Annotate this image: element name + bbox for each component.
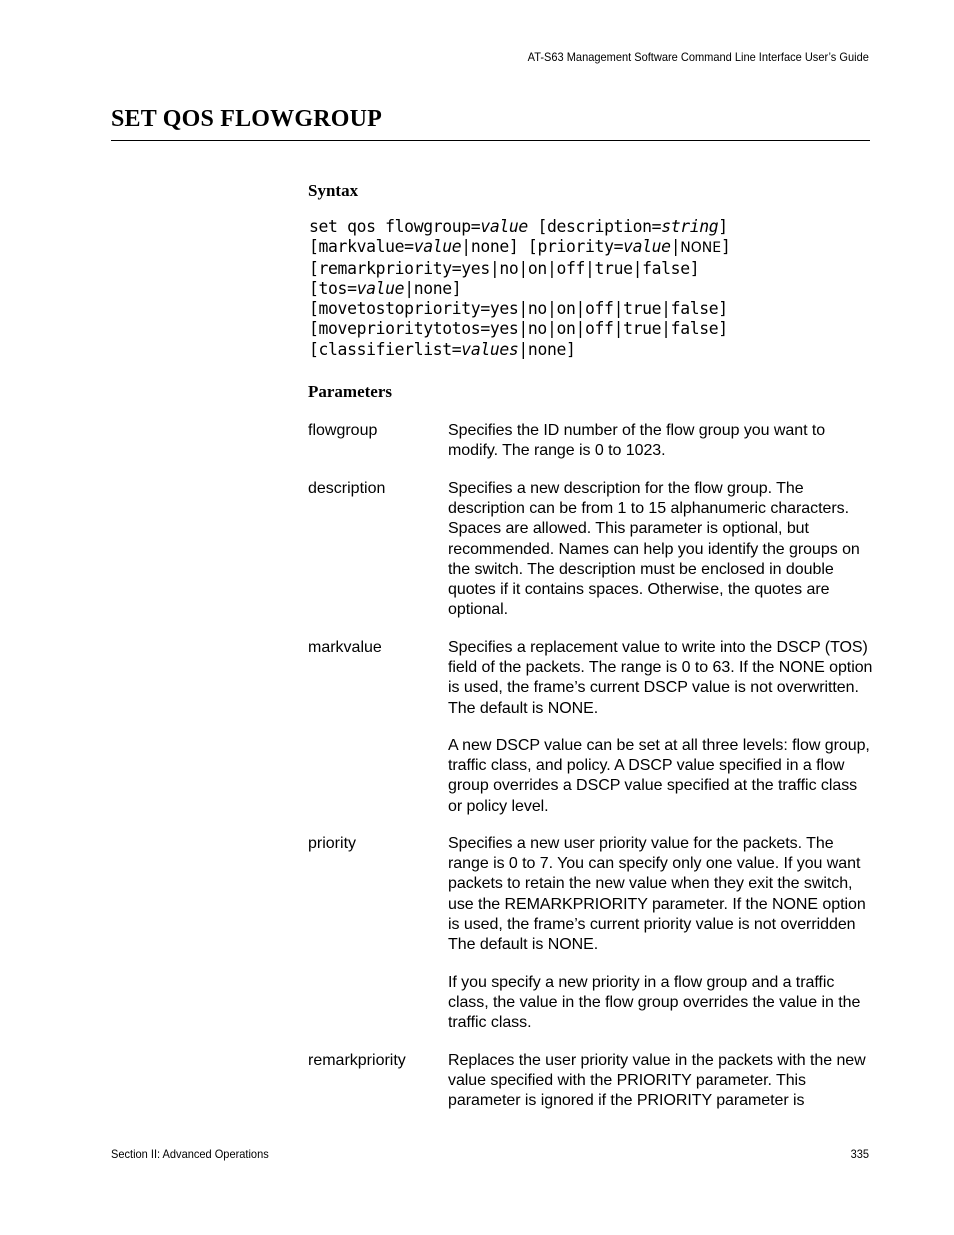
syntax-placeholder: value (356, 278, 405, 298)
syntax-heading: Syntax (308, 181, 359, 200)
syntax-line (309, 279, 731, 299)
param-desc-remarkpriority: Replaces the user priority value in the packets with the new value specified with the PRIORITY parameter. This parameter is ignored if the PRIORITY parameter is (448, 1052, 866, 1110)
syntax-text: [markvalue= (309, 237, 414, 257)
syntax-keyword: NONE (680, 240, 722, 257)
syntax-text: |none] (518, 339, 576, 359)
param-name-priority: priority (308, 835, 357, 852)
title-rule (111, 140, 870, 141)
syntax-text: [tos= (309, 278, 357, 298)
syntax-text: |none] (404, 278, 462, 298)
param-name-markvalue: markvalue (308, 639, 382, 656)
syntax-placeholder: string (661, 217, 719, 236)
syntax-text: |none] [priority= (461, 237, 624, 257)
syntax-text: set qos flowgroup= (309, 217, 481, 236)
syntax-line (309, 259, 731, 279)
param-desc-markvalue-note: A new DSCP value can be set at all three levels: flow group, traffic class, and policy. A DSCP value specified in a flow group overrides a DSCP value specified at the traffic class or policy level. (448, 737, 870, 815)
syntax-placeholder: value (480, 217, 528, 236)
page-title: SET QOS FLOWGROUP (111, 106, 383, 132)
syntax-text: ] (721, 237, 731, 257)
syntax-line (309, 299, 731, 319)
syntax-placeholder: value (623, 237, 671, 257)
syntax-text: [remarkpriority=yes|no|on|off|true|false] (309, 258, 700, 278)
param-name-flowgroup: flowgroup (308, 422, 378, 439)
param-desc-flowgroup: Specifies the ID number of the flow group you want to modify. The range is 0 to 1023. (448, 422, 826, 460)
syntax-text: [movetostopriority=yes|no|on|off|true|false] (309, 299, 728, 319)
syntax-text: ] (718, 217, 728, 236)
param-desc-description: Specifies a new description for the flow group. The description can be from 1 to 15 alphanumeric characters. Spaces are allowed. This parameter is optional, but recommended. Names can help you identify the groups on the switch. The description must be enclosed in double quotes if it contains spaces. Otherwise, the quotes are optional. (448, 480, 860, 619)
param-desc-priority: Specifies a new user priority value for the packets. The range is 0 to 7. You can specify only one value. If you want packets to retain the new value when they exit the switch, use the REMARKPRIORITY parameter. If the NONE option is used, the frame’s current priority value is not overridden The default is NONE. (448, 835, 866, 954)
syntax-placeholder: values (461, 339, 519, 359)
footer-page-number: 335 (850, 1147, 869, 1161)
syntax-text: [classifierlist= (309, 339, 462, 359)
param-desc-priority-note: If you specify a new priority in a flow group and a traffic class, the value in the flow group overrides the value in the traffic class. (448, 974, 861, 1032)
syntax-line (309, 340, 731, 360)
running-header: AT-S63 Management Software Command Line Interface User’s Guide (527, 50, 869, 64)
syntax-block (309, 217, 731, 360)
param-name-description: description (308, 480, 386, 497)
syntax-line (309, 237, 731, 258)
syntax-line (309, 217, 731, 237)
syntax-placeholder: value (413, 237, 462, 257)
syntax-text: [description= (527, 217, 662, 236)
syntax-line (309, 319, 731, 339)
syntax-text: [moveprioritytotos=yes|no|on|off|true|false] (309, 319, 728, 339)
param-desc-markvalue: Specifies a replacement value to write into the DSCP (TOS) field of the packets. The range is 0 to 63. If the NONE option is used, the frame’s current DSCP value is not overwritten. The default is NONE. (448, 639, 873, 717)
parameters-heading: Parameters (308, 382, 393, 401)
footer-section: Section II: Advanced Operations (111, 1147, 269, 1161)
syntax-text: | (670, 237, 681, 257)
param-name-remarkpriority: remarkpriority (308, 1052, 406, 1069)
